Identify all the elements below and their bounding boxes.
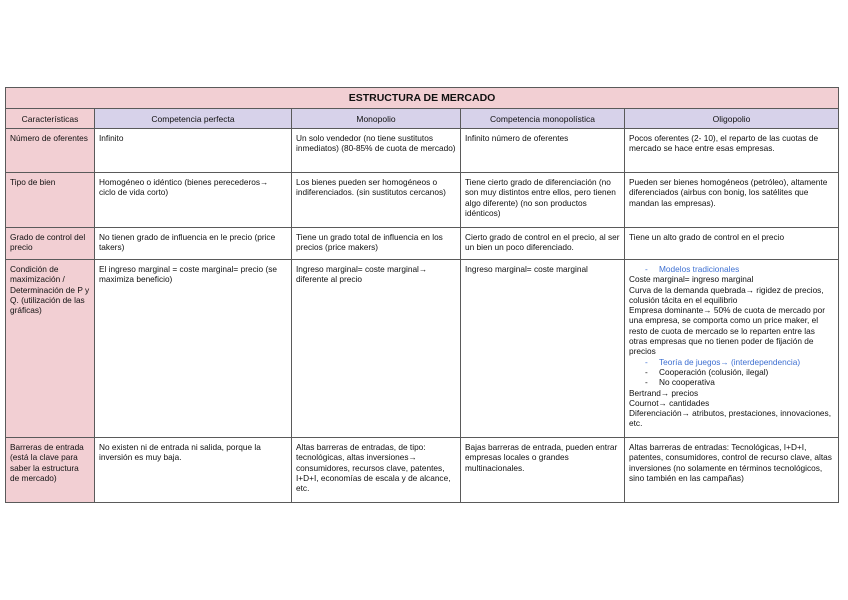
row-label-condicion-maximizacion: Condición de maximización / Determinación de P y Q. (utilización de las gráficas) bbox=[6, 260, 95, 438]
table-cell: Tiene un alto grado de control en el precio bbox=[625, 228, 839, 260]
table-cell: El ingreso marginal = coste marginal= precio (se maximiza beneficio) bbox=[95, 260, 292, 438]
bullet-item bbox=[629, 377, 834, 387]
table-cell: Cierto grado de control en el precio, al ser un bien un poco diferenciado. bbox=[461, 228, 625, 260]
row-label-grado-control: Grado de control del precio bbox=[6, 228, 95, 260]
column-header-monopolio: Monopolio bbox=[292, 109, 461, 129]
table-cell: Homogéneo o idéntico (bienes perecederos→ ciclo de vida corto) bbox=[95, 173, 292, 228]
subheading-modelos-tradicionales: Modelos tradicionales bbox=[659, 264, 740, 274]
table-cell: Altas barreras de entradas: Tecnológicas, I+D+I, patentes, consumidores, control de recurso clave, altas inversiones (no solamente en términos tecnológicos, sino también en las campañas) bbox=[625, 438, 839, 503]
bullet-item bbox=[629, 357, 834, 367]
table-row bbox=[6, 173, 839, 228]
text-line: Empresa dominante→ 50% de cuota de mercado por una empresa, se comporta como un price maker, el resto de cuota de mercado se lo reparten entre las otras empresas que no tienen poder de fijación de precios bbox=[629, 305, 826, 357]
table-cell: Ingreso marginal= coste marginal→ diferente al precio bbox=[292, 260, 461, 438]
table-row bbox=[6, 438, 839, 503]
bullet-item bbox=[629, 367, 834, 377]
text-line: Diferenciación→ atributos, prestaciones, innovaciones, etc. bbox=[629, 408, 831, 429]
text-line: Bertrand→ precios bbox=[629, 387, 699, 398]
oligopolio-models-cell bbox=[625, 260, 839, 438]
table-cell: No tienen grado de influencia en le precio (price takers) bbox=[95, 228, 292, 260]
table-cell: Ingreso marginal= coste marginal bbox=[461, 260, 625, 438]
table-title: ESTRUCTURA DE MERCADO bbox=[6, 88, 839, 109]
table-cell: Pocos oferentes (2- 10), el reparto de las cuotas de mercado se hace entre esas empresas. bbox=[625, 129, 839, 173]
column-header-oligopolio: Oligopolio bbox=[625, 109, 839, 129]
dash-bullet: - bbox=[645, 377, 648, 388]
table-cell: Tiene un grado total de influencia en los precios (price makers) bbox=[292, 228, 461, 260]
table-row bbox=[6, 260, 839, 438]
row-label-tipo-bien: Tipo de bien bbox=[6, 173, 95, 228]
table-cell: Un solo vendedor (no tiene sustitutos inmediatos) (80-85% de cuota de mercado) bbox=[292, 129, 461, 173]
column-header-caracteristicas: Características bbox=[6, 109, 95, 129]
table-cell: Infinito número de oferentes bbox=[461, 129, 625, 173]
dash-bullet: - bbox=[645, 366, 648, 377]
table-cell: No existen ni de entrada ni salida, porque la inversión es muy baja. bbox=[95, 438, 292, 503]
table-row bbox=[6, 129, 839, 173]
table-cell: Bajas barreras de entrada, pueden entrar empresas locales o grandes multinacionales. bbox=[461, 438, 625, 503]
column-header-competencia-perfecta: Competencia perfecta bbox=[95, 109, 292, 129]
table-cell: Tiene cierto grado de diferenciación (no son muy distintos entre ellos, pero tienen algo diferente) (no son productos idénticos) bbox=[461, 173, 625, 228]
table-cell: Los bienes pueden ser homogéneos o indiferenciados. (sin sustitutos cercanos) bbox=[292, 173, 461, 228]
text-line: No cooperativa bbox=[659, 377, 715, 388]
table-cell: Pueden ser bienes homogéneos (petróleo), altamente diferenciados (airbus con bonig, los satélites que mandan las empresas). bbox=[625, 173, 839, 228]
bullet-item bbox=[629, 264, 834, 274]
text-line: Coste marginal= ingreso marginal bbox=[629, 274, 754, 285]
market-structure-table bbox=[5, 87, 839, 503]
dash-bullet: - bbox=[645, 356, 648, 367]
table-cell: Infinito bbox=[95, 129, 292, 173]
dash-bullet: - bbox=[645, 264, 648, 274]
table-cell: Altas barreras de entradas, de tipo: tecnológicas, altas inversiones→ consumidores, recursos clave, patentes, I+D+I, economías de escala y de alcance, etc. bbox=[292, 438, 461, 503]
subheading-teoria-juegos: Teoría de juegos→ (interdependencia) bbox=[659, 356, 801, 367]
row-label-numero-oferentes: Número de oferentes bbox=[6, 129, 95, 173]
text-line: Cooperación (colusión, ilegal) bbox=[659, 366, 769, 377]
table-row bbox=[6, 228, 839, 260]
text-line: Curva de la demanda quebrada→ rigidez de precios, colusión tácita en el equilibrio bbox=[629, 284, 824, 305]
text-line: Cournot→ cantidades bbox=[629, 397, 710, 408]
column-header-competencia-monopolistica: Competencia monopolística bbox=[461, 109, 625, 129]
row-label-barreras-entrada: Barreras de entrada (está la clave para saber la estructura de mercado) bbox=[6, 438, 95, 503]
